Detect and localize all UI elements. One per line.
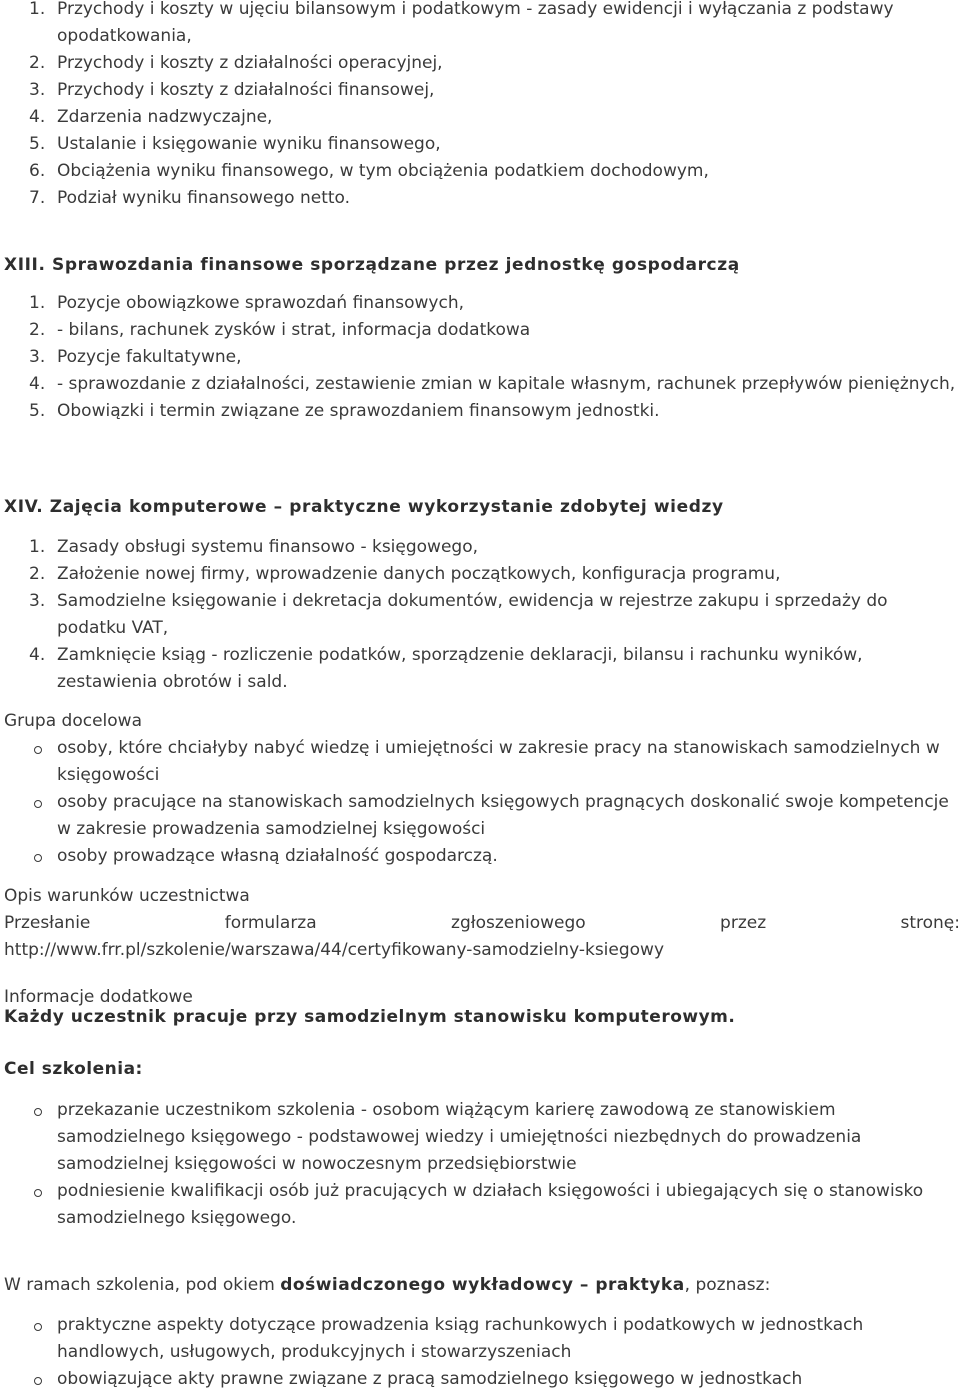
list-item <box>4 561 960 588</box>
bullet-icon <box>34 800 42 808</box>
section-14-list <box>4 534 960 696</box>
goal-heading <box>4 1056 960 1083</box>
list-item-text: - sprawozdanie z działalności, zestawienie zmian w kapitale własnym, rachunek przepływów pieniężnych, <box>57 374 956 394</box>
list-item <box>4 1312 960 1366</box>
list-item-text: Ustalanie i księgowanie wyniku finansowego, <box>57 134 441 154</box>
list-item-text: praktyczne aspekty dotyczące prowadzenia ksiąg rachunkowych i podatkowych w jednostkach handlowych, usługowych, produkcyjnych i stowarzyszeniach <box>57 1315 864 1362</box>
list-item-text: Przychody i koszty w ujęciu bilansowym i podatkowym - zasady ewidencji i wyłączania z podstawy opodatkowania, <box>57 0 894 46</box>
topic-list-top <box>4 0 960 212</box>
list-number: 7. <box>29 188 46 208</box>
list-number: 5. <box>29 134 46 154</box>
list-item <box>4 0 960 50</box>
list-item <box>4 735 960 789</box>
list-number: 2. <box>29 53 46 73</box>
list-item-text: Zasady obsługi systemu finansowo - księgowego, <box>57 537 479 557</box>
list-item-text: osoby, które chciałyby nabyć wiedzę i umiejętności w zakresie pracy na stanowiskach samodzielnych w księgowości <box>57 738 940 785</box>
list-item-text: osoby prowadzące własną działalność gospodarczą. <box>57 846 498 866</box>
list-item-text: Pozycje obowiązkowe sprawozdań finansowych, <box>57 293 465 313</box>
list-item <box>4 158 960 185</box>
list-number: 4. <box>29 645 46 665</box>
list-item-text: Przychody i koszty z działalności finansowej, <box>57 80 435 100</box>
list-item <box>4 1366 960 1393</box>
bullet-icon <box>34 854 42 862</box>
list-item <box>4 104 960 131</box>
list-number: 3. <box>29 80 46 100</box>
bullet-icon <box>34 1189 42 1197</box>
learn-intro <box>4 1272 960 1299</box>
list-item <box>4 398 960 425</box>
participation-link: http://www.frr.pl/szkolenie/warszawa/44/certyfikowany-samodzielny-ksiegowy <box>4 940 665 960</box>
section-14-heading: XIV. Zajęcia komputerowe – praktyczne wykorzystanie zdobytej wiedzy <box>4 497 724 517</box>
list-number: 5. <box>29 401 46 421</box>
participation-text: Przesłanie formularza zgłoszeniowego przez stronę: <box>4 913 960 933</box>
list-item <box>4 290 960 317</box>
section-13-heading: XIII. Sprawozdania finansowe sporządzane przez jednostkę gospodarczą <box>4 255 740 275</box>
list-item-text: Założenie nowej firmy, wprowadzenie danych początkowych, konfiguracja programu, <box>57 564 781 584</box>
target-group-label: Grupa docelowa <box>4 711 142 731</box>
list-item-text: Zdarzenia nadzwyczajne, <box>57 107 273 127</box>
list-item <box>4 371 960 398</box>
list-item-text: - bilans, rachunek zysków i strat, informacja dodatkowa <box>57 320 531 340</box>
list-number: 1. <box>29 537 46 557</box>
learn-intro-end: , poznasz: <box>684 1275 771 1295</box>
list-item <box>4 534 960 561</box>
list-item <box>4 317 960 344</box>
list-number: 4. <box>29 374 46 394</box>
list-item <box>4 344 960 371</box>
bullet-icon <box>34 1108 42 1116</box>
bullet-icon <box>34 746 42 754</box>
target-group-list <box>4 735 960 870</box>
list-item <box>4 789 960 843</box>
list-number: 4. <box>29 107 46 127</box>
list-item-text: Obowiązki i termin związane ze sprawozdaniem finansowym jednostki. <box>57 401 660 421</box>
list-item <box>4 1178 960 1232</box>
list-number: 3. <box>29 347 46 367</box>
list-number: 2. <box>29 320 46 340</box>
list-item-text: obowiązujące akty prawne związane z pracą samodzielnego księgowego w jednostkach <box>57 1369 803 1389</box>
participation-label: Opis warunków uczestnictwa <box>4 886 250 906</box>
list-number: 3. <box>29 591 46 611</box>
list-item-text: Obciążenia wyniku finansowego, w tym obciążenia podatkiem dochodowym, <box>57 161 709 181</box>
bullet-icon <box>34 1323 42 1331</box>
additional-info-label: Informacje dodatkowe <box>4 987 193 1007</box>
list-item-text: Przychody i koszty z działalności operacyjnej, <box>57 53 443 73</box>
list-item <box>4 642 960 696</box>
section-13-list <box>4 290 960 425</box>
list-item-text: podniesienie kwalifikacji osób już pracujących w działach księgowości i ubiegających się o stanowisko samodzielnego księgowego. <box>57 1181 924 1228</box>
list-number: 2. <box>29 564 46 584</box>
list-item <box>4 77 960 104</box>
learn-intro-start: W ramach szkolenia, pod okiem <box>4 1275 281 1295</box>
list-number: 6. <box>29 161 46 181</box>
list-item-text: Podział wyniku finansowego netto. <box>57 188 351 208</box>
list-item-text: Pozycje fakultatywne, <box>57 347 242 367</box>
list-item <box>4 588 960 642</box>
list-item <box>4 50 960 77</box>
list-item <box>4 185 960 212</box>
learn-intro-bold: doświadczonego wykładowcy – praktyka <box>280 1275 685 1295</box>
goal-list <box>4 1097 960 1232</box>
list-item-text: przekazanie uczestnikom szkolenia - osobom wiążącym karierę zawodową ze stanowiskiem samodzielnego księgowego - podstawowej wiedzy i umiejętności niezbędnych do prowadzenia samodzielnej księgowości w nowoczesnym przedsiębiorstwie <box>57 1100 862 1174</box>
list-number: 1. <box>29 0 46 19</box>
list-item <box>4 1097 960 1178</box>
additional-info-bold: Każdy uczestnik pracuje przy samodzielnym stanowisku komputerowym. <box>4 1007 736 1027</box>
list-item <box>4 131 960 158</box>
additional-info-text <box>4 1004 960 1031</box>
learn-list <box>4 1312 960 1393</box>
list-item <box>4 843 960 870</box>
list-item-text: Samodzielne księgowanie i dekretacja dokumentów, ewidencja w rejestrze zakupu i sprzedaży do podatku VAT, <box>57 591 888 638</box>
bullet-icon <box>34 1377 42 1385</box>
list-number: 1. <box>29 293 46 313</box>
goal-label: Cel szkolenia: <box>4 1059 143 1079</box>
list-item-text: Zamknięcie ksiąg - rozliczenie podatków, sporządzenie deklaracji, bilansu i rachunku wyników, zestawienia obrotów i sald. <box>57 645 863 692</box>
list-item-text: osoby pracujące na stanowiskach samodzielnych księgowych pragnących doskonalić swoje kompetencje w zakresie prowadzenia samodzielnej księgowości <box>57 792 949 839</box>
